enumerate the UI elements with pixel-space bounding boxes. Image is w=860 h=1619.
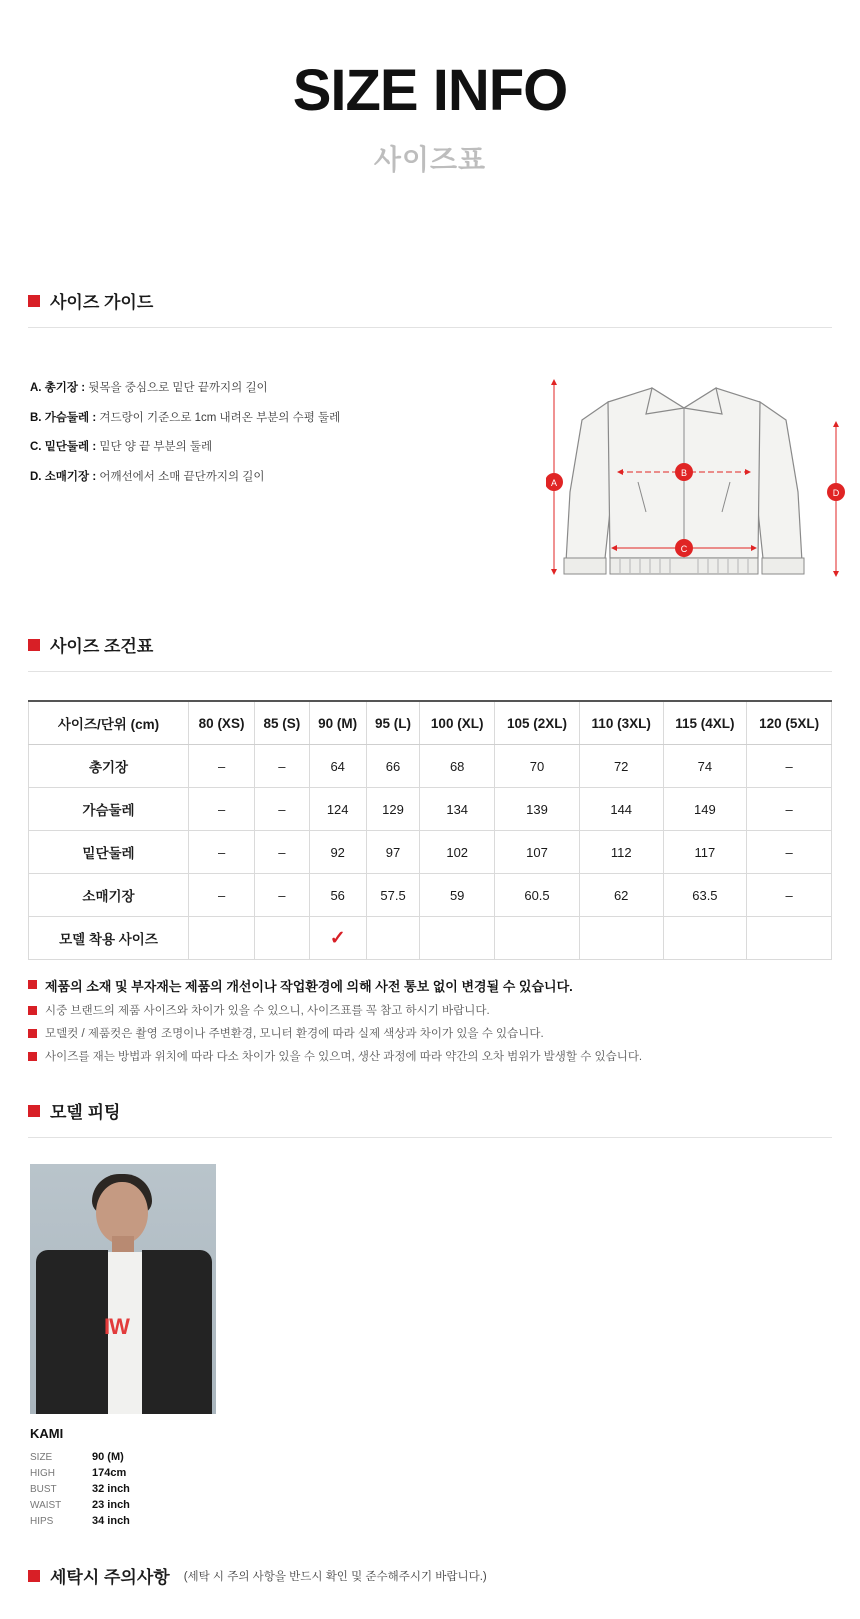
spec-value: 32 inch xyxy=(92,1483,130,1495)
list-item xyxy=(30,469,460,486)
guide-desc: 밑단 양 끝 부분의 둘레 xyxy=(99,441,213,454)
table-cell: 129 xyxy=(366,788,419,831)
list-item xyxy=(28,1025,832,1041)
list-item xyxy=(30,380,460,397)
figure-label-c: C xyxy=(680,544,688,554)
table-cell: 68 xyxy=(420,745,495,788)
model-name: KAMI xyxy=(30,1426,64,1441)
column-header: 80 (XS) xyxy=(189,701,255,745)
spec-key: SIZE xyxy=(30,1451,53,1463)
column-header: 사이즈/단위 (cm) xyxy=(29,701,189,745)
table-cell: 139 xyxy=(495,788,580,831)
guide-desc: 뒷목을 중심으로 밑단 끝까지의 길이 xyxy=(88,382,268,394)
table-cell: 112 xyxy=(579,831,663,874)
table-cell xyxy=(366,917,419,960)
row-header: 가슴둘레 xyxy=(29,788,189,831)
section-title-wash-care: 세탁시 주의사항 xyxy=(50,1568,170,1587)
divider xyxy=(28,1137,832,1138)
table-cell: – xyxy=(189,745,255,788)
row-header: 밑단둘레 xyxy=(29,831,189,874)
guide-desc: 겨드랑이 기준으로 1cm 내려온 부분의 수평 둘레 xyxy=(99,411,341,424)
spec-key: WAIST xyxy=(30,1499,62,1511)
table-cell: 117 xyxy=(663,831,747,874)
shirt-logo-text: IW xyxy=(104,1314,129,1339)
table-cell: 59 xyxy=(420,874,495,917)
table-cell: – xyxy=(189,874,255,917)
spec-key: HIGH xyxy=(30,1467,55,1479)
figure-label-b: B xyxy=(680,468,688,478)
column-header: 90 (M) xyxy=(309,701,366,745)
section-title-model-fitting: 모델 피팅 xyxy=(50,1103,121,1122)
note-text: 제품의 소재 및 부자재는 제품의 개선이나 작업환경에 의해 사전 통보 없이 변경될 수 있습니다. xyxy=(45,979,573,994)
guide-key: C. 밑단둘레 : xyxy=(30,441,97,454)
guide-desc: 어깨선에서 소매 끝단까지의 길이 xyxy=(99,471,265,484)
table-cell: – xyxy=(189,788,255,831)
size-table xyxy=(28,700,832,960)
table-header-row xyxy=(29,701,832,745)
table-cell: 63.5 xyxy=(663,874,747,917)
divider xyxy=(28,327,832,328)
table-row xyxy=(29,831,832,874)
square-bullet-icon xyxy=(28,1105,40,1117)
table-cell: 102 xyxy=(420,831,495,874)
table-cell: 149 xyxy=(663,788,747,831)
table-cell: 97 xyxy=(366,831,419,874)
section-title-size-guide: 사이즈 가이드 xyxy=(50,293,154,312)
table-cell: 107 xyxy=(495,831,580,874)
model-fitting-area xyxy=(30,1164,860,1529)
table-row xyxy=(29,874,832,917)
list-item xyxy=(30,439,460,456)
row-header: 소매기장 xyxy=(29,874,189,917)
model-size-check-icon: ✓ xyxy=(309,917,366,960)
table-cell: 66 xyxy=(366,745,419,788)
square-bullet-icon xyxy=(28,639,40,651)
list-item xyxy=(28,1048,832,1064)
table-cell: 57.5 xyxy=(366,874,419,917)
table-cell xyxy=(663,917,747,960)
model-head xyxy=(96,1182,148,1244)
table-row xyxy=(30,1465,860,1481)
square-bullet-icon xyxy=(28,295,40,307)
table-cell xyxy=(579,917,663,960)
table-row xyxy=(30,1497,860,1513)
table-cell: 60.5 xyxy=(495,874,580,917)
table-cell: – xyxy=(747,745,832,788)
guide-key: A. 총기장 : xyxy=(30,382,86,394)
list-item xyxy=(28,1002,832,1018)
spec-value: 174cm xyxy=(92,1467,127,1479)
table-cell: – xyxy=(747,874,832,917)
square-bullet-icon xyxy=(28,980,37,989)
square-bullet-icon xyxy=(28,1029,37,1038)
page-title: SIZE INFO xyxy=(292,58,568,123)
table-cell xyxy=(747,917,832,960)
size-guide-list xyxy=(30,380,460,499)
table-cell: 64 xyxy=(309,745,366,788)
note-text: 사이즈를 재는 방법과 위치에 따라 다소 차이가 있을 수 있으며, 생산 과정에 따라 약간의 오차 범위가 발생할 수 있습니다. xyxy=(45,1051,643,1063)
column-header: 85 (S) xyxy=(255,701,309,745)
table-cell xyxy=(189,917,255,960)
table-cell: 74 xyxy=(663,745,747,788)
spec-key: HIPS xyxy=(30,1515,54,1527)
guide-key: D. 소매기장 : xyxy=(30,471,97,484)
table-row xyxy=(30,1449,860,1465)
note-text: 시중 브랜드의 제품 사이즈와 차이가 있을 수 있으니, 사이즈표를 꼭 참고 하시기 바랍니다. xyxy=(45,1005,490,1017)
model-jacket-right xyxy=(142,1250,212,1414)
size-table-wrap xyxy=(28,700,832,960)
table-cell xyxy=(420,917,495,960)
table-cell: – xyxy=(255,745,309,788)
table-cell: – xyxy=(189,831,255,874)
table-cell: – xyxy=(255,831,309,874)
column-header: 115 (4XL) xyxy=(663,701,747,745)
table-cell: 124 xyxy=(309,788,366,831)
table-cell: 134 xyxy=(420,788,495,831)
table-cell: – xyxy=(255,788,309,831)
section-title-size-table: 사이즈 조건표 xyxy=(50,637,154,656)
list-item xyxy=(28,976,832,995)
table-cell: – xyxy=(747,831,832,874)
list-item xyxy=(30,410,460,427)
section-heading-size-guide xyxy=(28,288,860,313)
model-jacket-left xyxy=(36,1250,108,1414)
table-row xyxy=(30,1513,860,1529)
square-bullet-icon xyxy=(28,1052,37,1061)
model-photo xyxy=(30,1164,216,1414)
table-row xyxy=(29,745,832,788)
figure-label-a: A xyxy=(550,478,558,488)
column-header: 95 (L) xyxy=(366,701,419,745)
section-heading-model-fitting xyxy=(28,1098,860,1123)
wash-care-note: (세탁 시 주의 사항을 반드시 확인 및 준수해주시기 바랍니다.) xyxy=(183,1570,487,1583)
jacket-illustration-icon xyxy=(546,362,846,612)
square-bullet-icon xyxy=(28,1006,37,1015)
jacket-diagram xyxy=(546,362,846,612)
spec-value: 34 inch xyxy=(92,1515,130,1527)
row-header: 모델 착용 사이즈 xyxy=(29,917,189,960)
table-cell: 144 xyxy=(579,788,663,831)
column-header: 110 (3XL) xyxy=(579,701,663,745)
section-heading-wash-care xyxy=(28,1563,860,1588)
table-cell: 62 xyxy=(579,874,663,917)
column-header: 105 (2XL) xyxy=(495,701,580,745)
guide-key: B. 가슴둘레 : xyxy=(30,411,97,424)
page-title-block xyxy=(0,0,860,178)
column-header: 120 (5XL) xyxy=(747,701,832,745)
spec-key: BUST xyxy=(30,1483,57,1495)
table-cell xyxy=(255,917,309,960)
column-header: 100 (XL) xyxy=(420,701,495,745)
model-spec-table xyxy=(30,1449,860,1529)
table-cell: 70 xyxy=(495,745,580,788)
table-cell: – xyxy=(747,788,832,831)
table-row xyxy=(29,788,832,831)
divider xyxy=(28,671,832,672)
spec-value: 90 (M) xyxy=(92,1451,124,1463)
section-heading-size-table xyxy=(28,632,860,657)
size-guide-area xyxy=(0,362,860,622)
table-cell xyxy=(495,917,580,960)
page-subtitle: 사이즈표 xyxy=(373,144,487,175)
table-row xyxy=(30,1481,860,1497)
row-header: 총기장 xyxy=(29,745,189,788)
notes-list xyxy=(28,976,832,1064)
table-row xyxy=(29,917,832,960)
square-bullet-icon xyxy=(28,1570,40,1582)
table-cell: – xyxy=(255,874,309,917)
table-cell: 56 xyxy=(309,874,366,917)
figure-label-d: D xyxy=(832,488,840,498)
spec-value: 23 inch xyxy=(92,1499,130,1511)
table-cell: 92 xyxy=(309,831,366,874)
table-cell: 72 xyxy=(579,745,663,788)
note-text: 모델컷 / 제품컷은 촬영 조명이나 주변환경, 모니터 환경에 따라 실제 색상과 차이가 있을 수 있습니다. xyxy=(45,1028,544,1040)
